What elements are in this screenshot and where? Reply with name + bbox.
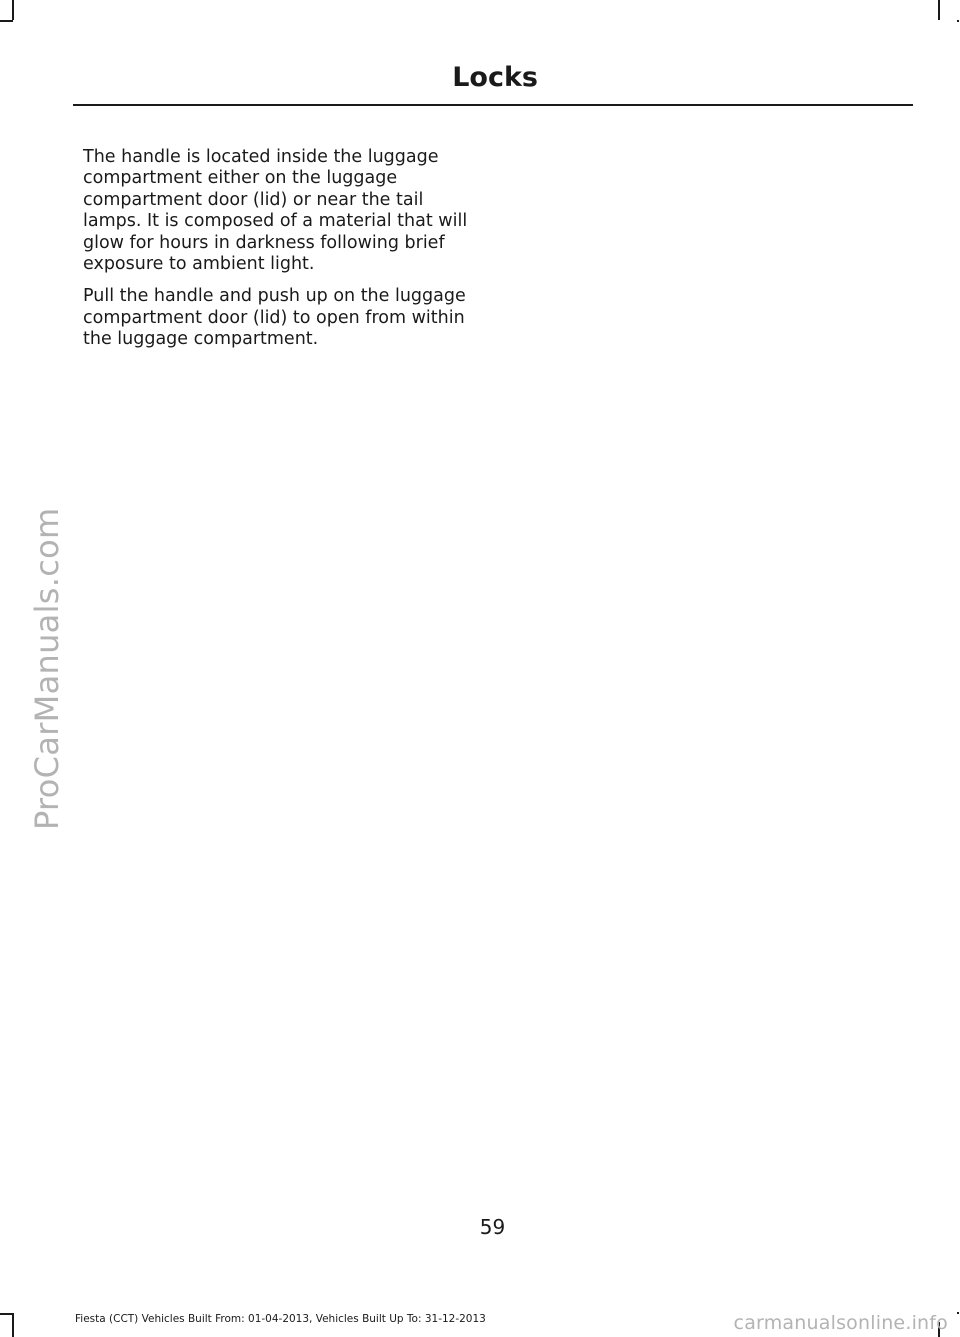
crop-mark-top-left-horizontal [0, 20, 13, 22]
crop-mark-bottom-left-horizontal [0, 1313, 13, 1315]
body-column [83, 147, 483, 362]
page-title: Locks [452, 62, 538, 93]
crop-mark-top-left [12, 0, 14, 20]
body-paragraph-1: The handle is located inside the luggage compartment either on the luggage compartment door (lid) or near the tail lamps. It is composed of a material that will glow for hours in darkness following brief exposure to ambient light. [83, 147, 468, 275]
page-number: 59 [479, 1215, 506, 1239]
crop-mark-top-right-tick [957, 20, 959, 22]
watermark-procarmanuals: ProCarManuals.com [28, 507, 66, 830]
body-paragraph-2: Pull the handle and push up on the luggage compartment door (lid) to open from within the luggage compartment. [83, 286, 466, 350]
footer-vehicle-info: Fiesta (CCT) Vehicles Built From: 01-04-2013, Vehicles Built Up To: 31-12-2013 [75, 1313, 486, 1325]
crop-mark-bottom-left [12, 1313, 14, 1337]
footer-site-watermark: carmanualsonline.info [733, 1312, 948, 1334]
crop-mark-bottom-right-tick [957, 1312, 959, 1314]
header-divider [73, 104, 913, 106]
crop-mark-top-right [938, 0, 940, 20]
